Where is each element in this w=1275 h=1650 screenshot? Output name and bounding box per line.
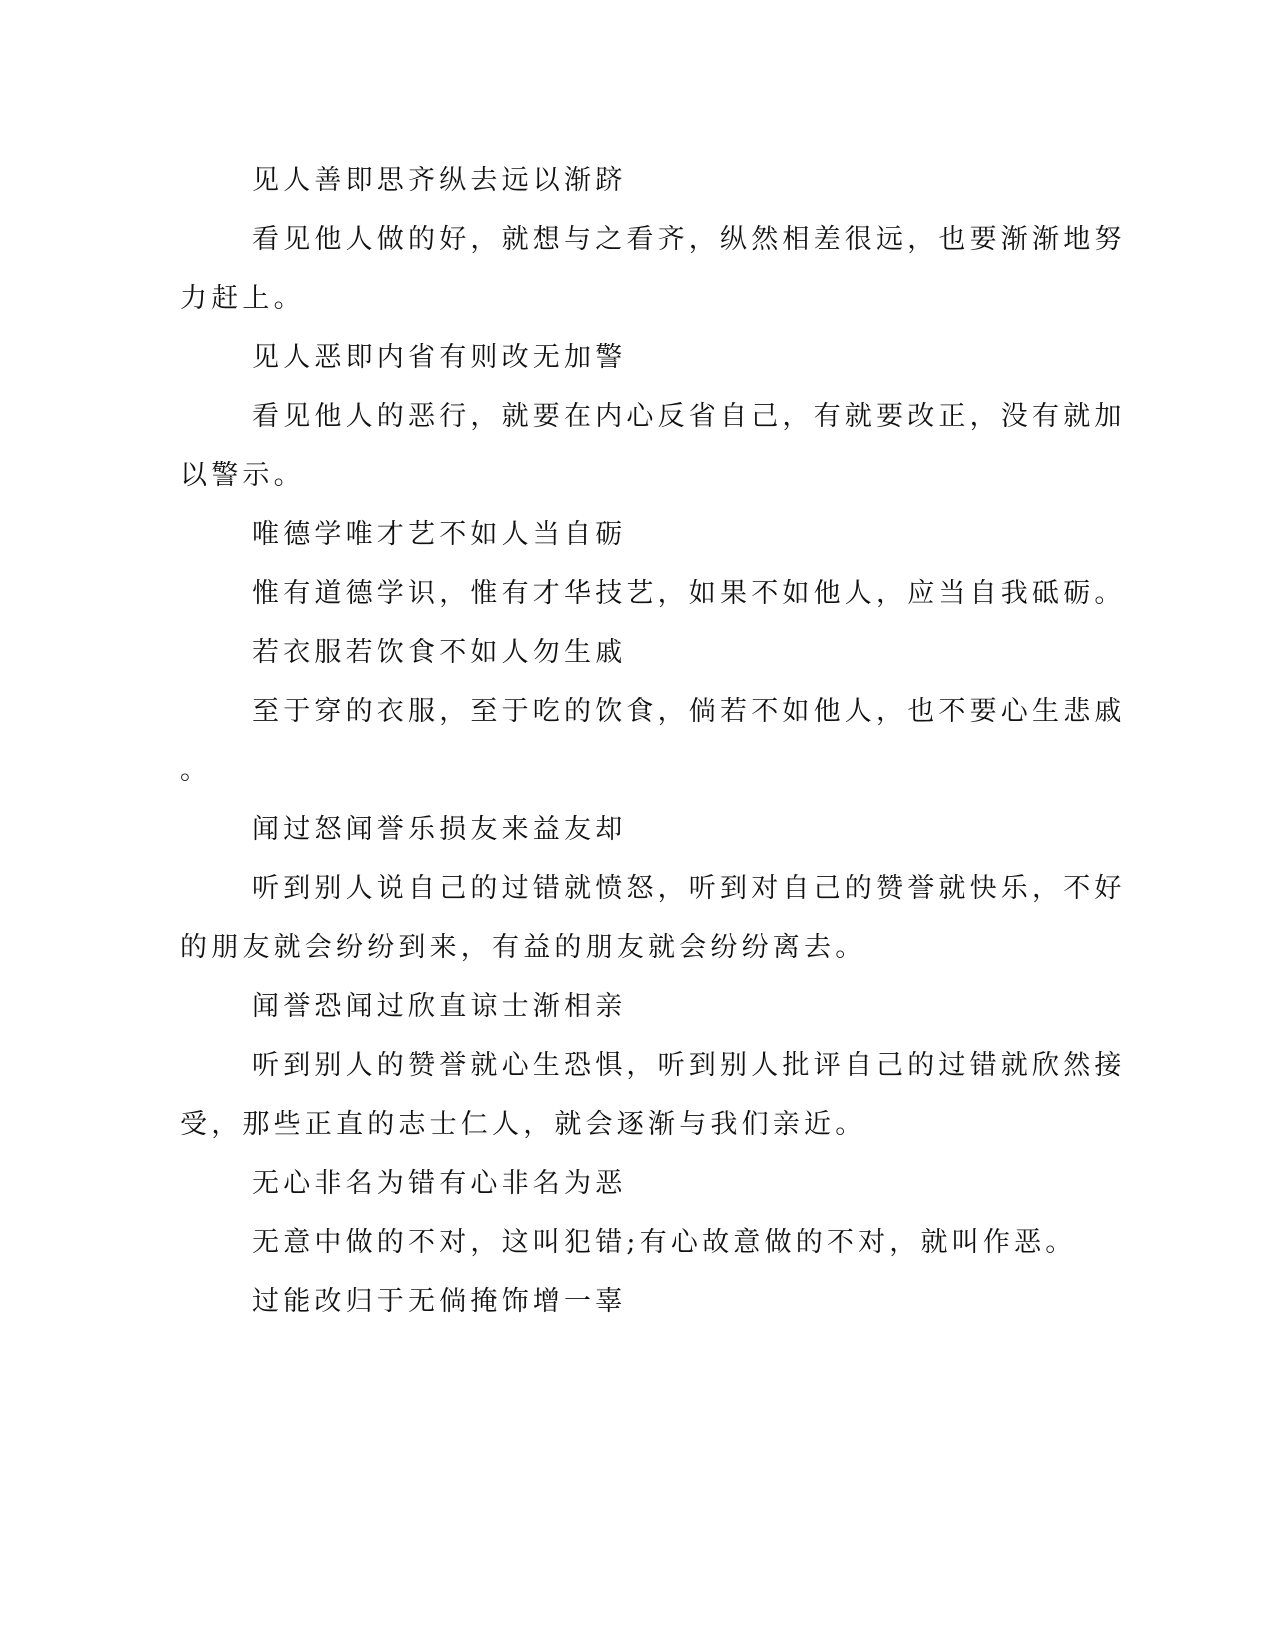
- paragraph-line: 力赶上。: [180, 283, 305, 314]
- verse-line: 闻誉恐闻过欣直谅士渐相亲: [252, 991, 627, 1022]
- verse-line: 若衣服若饮食不如人勿生戚: [252, 637, 627, 668]
- paragraph-line: 惟有道德学识，惟有才华技艺，如果不如他人，应当自我砥砺。: [252, 578, 1126, 609]
- verse-line: 唯德学唯才艺不如人当自砺: [252, 519, 627, 550]
- paragraph-line: 听到别人的赞誉就心生恐惧，听到别人批评自己的过错就欣然接: [252, 1050, 1126, 1081]
- paragraph-line: 看见他人的恶行，就要在内心反省自己，有就要改正，没有就加: [252, 401, 1126, 432]
- paragraph-line: 听到别人说自己的过错就愤怒，听到对自己的赞誉就快乐，不好: [252, 873, 1126, 904]
- paragraph-line: 的朋友就会纷纷到来，有益的朋友就会纷纷离去。: [180, 932, 867, 963]
- verse-line: 闻过怒闻誉乐损友来益友却: [252, 814, 627, 845]
- paragraph-line: 。: [180, 755, 212, 786]
- verse-line: 无心非名为错有心非名为恶: [252, 1168, 627, 1199]
- paragraph-line: 看见他人做的好，就想与之看齐，纵然相差很远，也要渐渐地努: [252, 224, 1126, 255]
- paragraph-line: 以警示。: [180, 460, 305, 491]
- paragraph-line: 至于穿的衣服，至于吃的饮食，倘若不如他人，也不要心生悲戚: [252, 696, 1126, 727]
- paragraph-line: 无意中做的不对，这叫犯错;有心故意做的不对，就叫作恶。: [252, 1227, 1077, 1258]
- paragraph-line: 受，那些正直的志士仁人，就会逐渐与我们亲近。: [180, 1109, 867, 1140]
- verse-line: 过能改归于无倘掩饰增一辜: [252, 1286, 627, 1317]
- verse-line: 见人善即思齐纵去远以渐跻: [252, 165, 627, 196]
- verse-line: 见人恶即内省有则改无加警: [252, 342, 627, 373]
